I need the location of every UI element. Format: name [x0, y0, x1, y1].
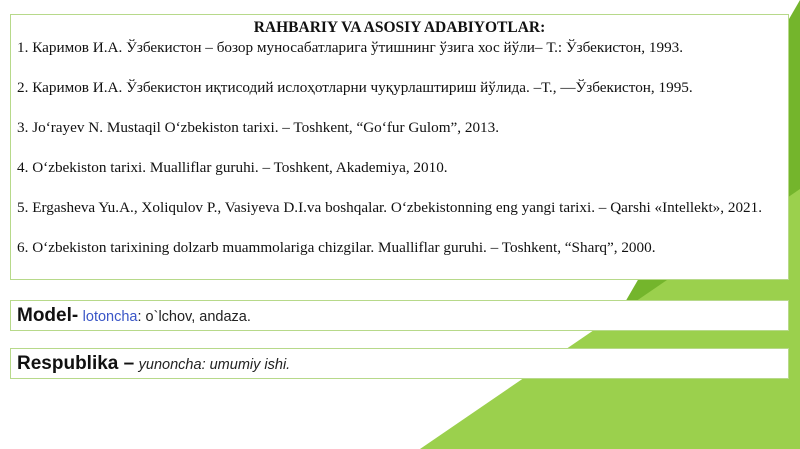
reference-item: 6. O‘zbekiston tarixining dolzarb muammolariga chizgilar. Mualliflar guruhi. – Toshkent, “Sharq”, 2000. — [17, 239, 656, 256]
term-respublika-box — [10, 348, 789, 379]
term-respublika-key: Respublika – — [17, 353, 135, 374]
bibliography-heading: RAHBARIY VA ASOSIY ADABIYOTLAR: — [253, 19, 546, 36]
term-respublika-definition: : umumiy ishi. — [201, 357, 291, 373]
reference-item: 1. Каримов И.А. Ўзбекистон – бозор муносабатларига ўтишнинг ўзига хос йўли– Т.: Ўзбекистон, 1993. — [17, 39, 684, 56]
reference-item: 5. Ergasheva Yu.A., Xoliqulov P., Vasiyeva D.I.va boshqalar. O‘zbekistonning eng yangi tarixi. – Qarshi «Intellekt», 2021. — [17, 199, 763, 216]
term-model-box — [10, 300, 789, 331]
reference-item: 3. Jo‘rayev N. Mustaqil O‘zbekiston tarixi. – Toshkent, “Go‘fur Gulom”, 2013. — [17, 119, 500, 136]
term-model-definition: : o`lchov, andaza. — [137, 309, 251, 325]
term-model-source: lotoncha — [82, 309, 138, 325]
bibliography-panel — [10, 14, 789, 280]
reference-item: 4. O‘zbekiston tarixi. Mualliflar guruhi. – Toshkent, Akademiya, 2010. — [17, 159, 448, 176]
reference-item: 2. Каримов И.А. Ўзбекистон иқтисодий ислоҳотларни чуқурлаштириш йўлида. –Т., —Ўзбекистон, 1995. — [17, 79, 693, 96]
term-model-key: Model- — [17, 305, 79, 326]
term-respublika-source: yunoncha — [138, 357, 202, 373]
